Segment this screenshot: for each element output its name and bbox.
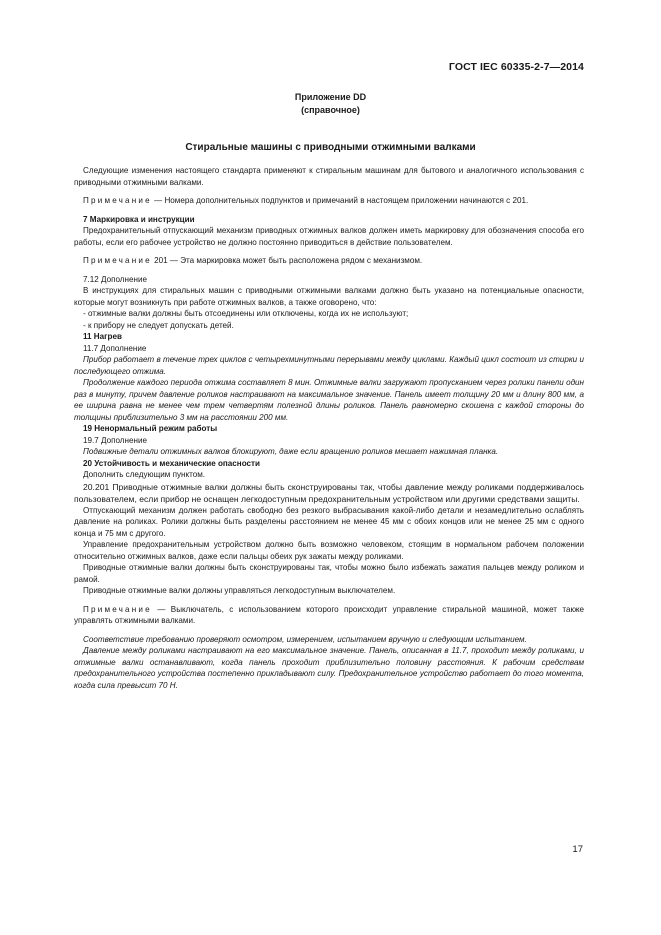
paragraph-20-c: Управление предохранительным устройством должно быть возможно человеком, стоящим в нормальном рабочем положении относительно отжимных валков, даже если пальцы обеих рук зажаты между роликами. [74, 540, 584, 561]
section-11-heading [74, 331, 584, 343]
subsection-7-12: 7.12 Дополнение [83, 274, 147, 284]
note-text: 201 — Эта маркировка может быть расположена рядом с механизмом. [151, 256, 423, 265]
list-item: - отжимные валки должны быть отсоединены или отключены, когда их не используют; [83, 309, 409, 318]
paragraph-intro: Следующие изменения настоящего стандарта применяют к стиральным машинам для бытового и аналогичного использования с приводными отжимными валками. [74, 166, 584, 187]
paragraph-11-7-a: Прибор работает в течение трех циклов с четырехминутными перерывами между циклами. Каждый цикл состоит из стирки и последующего отжима. [74, 355, 584, 376]
note-text: — Номера дополнительных подпунктов и примечаний в настоящем приложении начинаются с 201. [151, 196, 529, 205]
paragraph-test: Давление между роликами настраивают на его максимальное значение. Панель, описанная в 11.7, проходит между роликами, и отжимные валки останавливают, когда панель проходит приблизительно половину расстояния. К рабочим средствам предохранительного устройства постепенно прикладывают силу. Предохранительное устройство работает до того момента, когда сила превысит 70 Н. [74, 646, 584, 690]
paragraph-compliance: Соответствие требованию проверяют осмотром, измерением, испытанием вручную и следующим испытанием. [83, 634, 527, 644]
note-label: Примечание [83, 604, 152, 614]
note-2 [74, 604, 584, 627]
paragraph-7-12: В инструкциях для стиральных машин с приводными отжимными валками должно быть указано на потенциальные опасности, которые могут возникнуть при работе отжимных валков, а также оговорено, что: [74, 286, 584, 307]
note-label: Примечание [83, 256, 152, 265]
paragraph-20-b: Отпускающий механизм должен работать свободно без резкого выбрасывания какой-либо детали и незамедлительно ослаблять давление на роликах. Ролики должны быть разделены расстоянием не менее 45 мм с обоих концов или не менее 25 мм с одного конца и 75 мм с другого. [74, 505, 584, 538]
paragraph-20-e: Приводные отжимные валки должны управляться легкодоступным выключателем. [83, 586, 396, 595]
note-201 [74, 255, 584, 267]
subsection-11-7: 11.7 Дополнение [83, 343, 147, 353]
paragraph-19-7: Подвижные детали отжимных валков блокируют, даже если вращению роликов мешает нажимная планка. [83, 447, 499, 456]
section-heading-text: 19 Ненормальный режим работы [83, 424, 218, 433]
subsection-19-7: 19.7 Дополнение [83, 435, 147, 445]
section-19-heading [74, 423, 584, 435]
annex-title: Приложение DD [294, 92, 367, 102]
page-number: 17 [572, 844, 583, 855]
standard-header: ГОСТ IEC 60335-2-7—2014 [448, 61, 584, 73]
section-20-heading [74, 458, 584, 470]
section-7-heading [74, 214, 584, 226]
note-text: — Выключатель, с использованием которого происходит управление стиральной машиной, может также управлять отжимными валками. [74, 604, 584, 625]
paragraph-20-201: 20.201 Приводные отжимные валки должны быть сконструированы так, чтобы давление между роликами поддерживалось пользователем, если прибор не оснащен легкодоступным предохранительным устройством или другими средствами защиты. [74, 481, 584, 504]
note-1 [74, 195, 584, 207]
section-heading-text: 20 Устойчивость и механические опасности [83, 458, 260, 468]
annex-subtitle: (справочное) [301, 105, 360, 115]
paragraph-20-d: Приводные отжимные валки должны быть сконструированы так, чтобы можно было избежать зажатия пальцев между роликом и рамой. [74, 563, 584, 584]
paragraph-11-7-b: Продолжение каждого периода отжима составляет 8 мин. Отжимные валки загружают пропусканием через ролики панели один раз в минуту, причем давление роликов настраивают на максимальное значение. Панель имеет толщину 20 мм и длину 800 мм, а ее ширина равна не менее чем трем четвертям полезной длины роликов. Панель равномерно скошена с каждой стороны до толщины приблизительно 3 мм на расстоянии 200 мм. [74, 378, 584, 422]
paragraph-7: Предохранительный отпускающий механизм приводных отжимных валков должен иметь маркировку для обозначения способа его работы, если его рабочее устройство не должно постоянно приводиться в действие пользователем. [74, 226, 584, 247]
note-label: Примечание [83, 196, 152, 205]
document-title: Стиральные машины с приводными отжимными валками [185, 142, 476, 153]
list-item: - к прибору не следует допускать детей. [83, 320, 234, 330]
section-heading-text: 11 Нагрев [83, 332, 122, 341]
document-body [74, 165, 584, 691]
paragraph-20: Дополнить следующим пунктом. [83, 470, 206, 479]
section-heading-text: 7 Маркировка и инструкции [83, 214, 195, 224]
